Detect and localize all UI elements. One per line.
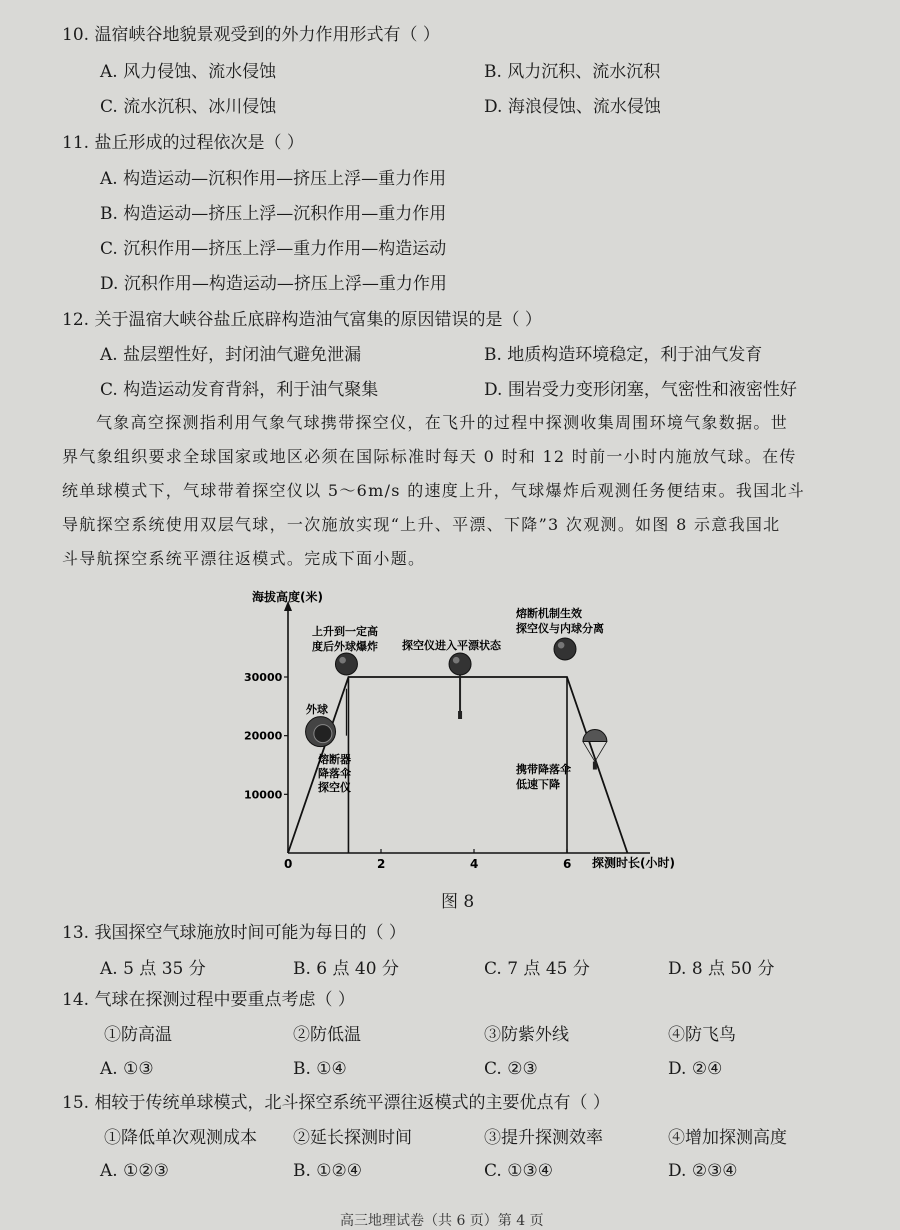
- floating-balloon-icon-highlight: [453, 657, 460, 664]
- question-15-item-4: ④增加探测高度: [668, 1128, 787, 1148]
- passage-line-3: 统单球模式下，气球带着探空仪以 5～6m/s 的速度上升，气球爆炸后观测任务便结束。我国北斗: [62, 481, 806, 500]
- fuse-balloon-icon: [554, 638, 576, 660]
- annotation-fuse-line1: 熔断机制生效: [516, 607, 582, 620]
- question-13-option-b: B. 6 点 40 分: [293, 959, 399, 979]
- x-axis-label: 探测时长(小时): [592, 856, 675, 870]
- question-11-option-a: A. 构造运动—沉积作用—挤压上浮—重力作用: [100, 169, 447, 189]
- y-axis-label: 海拔高度(米): [252, 590, 323, 604]
- y-tick-label: 20000: [244, 729, 283, 743]
- question-10-option-d: D. 海浪侵蚀、流水侵蚀: [484, 97, 661, 117]
- y-tick-label: 10000: [244, 788, 283, 802]
- x-tick-label: 6: [563, 857, 572, 871]
- chart-balloons: [306, 638, 607, 770]
- passage-line-1: 气象高空探测指利用气象气球携带探空仪，在飞升的过程中探测收集周围环境气象数据。世: [96, 413, 789, 432]
- question-15-option-d: D. ②③④: [668, 1161, 738, 1181]
- annotation-fuse-drop-line3: 探空仪: [318, 781, 351, 794]
- question-10-stem: 10. 温宿峡谷地貌景观受到的外力作用形式有（ ）: [62, 25, 440, 45]
- burst-balloon-icon: [335, 653, 357, 675]
- annotation-burst-line1: 上升到一定高: [312, 625, 378, 638]
- annotation-burst-line2: 度后外球爆炸: [312, 640, 378, 653]
- floating-balloon-icon: [449, 653, 471, 675]
- question-12-option-c: C. 构造运动发育背斜，利于油气聚集: [100, 380, 379, 400]
- burst-balloon-icon-highlight: [339, 657, 346, 664]
- question-11-stem: 11. 盐丘形成的过程依次是（ ）: [62, 133, 304, 153]
- question-12-option-a: A. 盐层塑性好，封闭油气避免泄漏: [100, 345, 362, 365]
- annotation-descent-line2: 低速下降: [516, 778, 560, 791]
- question-13-option-c: C. 7 点 45 分: [484, 959, 590, 979]
- question-14-item-4: ④防飞鸟: [668, 1025, 736, 1045]
- reading-passage: [62, 406, 862, 576]
- x-tick-label: 4: [470, 857, 479, 871]
- question-13-option-a: A. 5 点 35 分: [100, 959, 206, 979]
- annotation-fuse-drop-line2: 降落伞: [318, 767, 351, 780]
- question-11-option-c: C. 沉积作用—挤压上浮—重力作用—构造运动: [100, 239, 447, 259]
- floating-balloon-icon-sonde: [458, 711, 462, 719]
- question-14-item-1: ①防高温: [104, 1025, 172, 1045]
- question-12-option-b: B. 地质构造环境稳定，利于油气发育: [484, 345, 763, 365]
- question-10-option-b: B. 风力沉积、流水沉积: [484, 62, 661, 82]
- question-14-stem: 14. 气球在探测过程中要重点考虑（ ）: [62, 990, 355, 1010]
- question-11-option-d: D. 沉积作用—构造运动—挤压上浮—重力作用: [100, 274, 447, 294]
- question-15-item-1: ①降低单次观测成本: [104, 1128, 257, 1148]
- y-tick-label: 30000: [244, 671, 283, 684]
- fuse-balloon-icon-highlight: [558, 642, 565, 649]
- question-13-option-d: D. 8 点 50 分: [668, 959, 775, 979]
- question-10-option-a: A. 风力侵蚀、流水侵蚀: [100, 62, 277, 82]
- passage-line-5: 斗导航探空系统平漂往返模式。完成下面小题。: [62, 549, 426, 568]
- annotation-fuse-drop-line1: 熔断器: [318, 753, 351, 766]
- question-15-item-3: ③提升探测效率: [484, 1128, 603, 1148]
- passage-line-4: 导航探空系统使用双层气球，一次施放实现“上升、平漂、下降”3 次观测。如图 8 示意我国北: [62, 515, 781, 534]
- annotation-outer-balloon: 外球: [306, 703, 328, 716]
- question-15-stem: 15. 相较于传统单球模式，北斗探空系统平漂往返模式的主要优点有（ ）: [62, 1093, 610, 1113]
- x-tick-label: 0: [284, 857, 293, 871]
- question-12-stem: 12. 关于温宿大峡谷盐丘底辟构造油气富集的原因错误的是（ ）: [62, 310, 542, 330]
- page-footer: 高三地理试卷（共 6 页）第 4 页: [340, 1213, 544, 1229]
- annotation-descent-line1: 携带降落伞: [516, 763, 571, 776]
- question-11-option-b: B. 构造运动—挤压上浮—沉积作用—重力作用: [100, 204, 447, 224]
- figure-8-chart: [230, 585, 710, 885]
- parachute-sonde: [593, 762, 597, 770]
- question-14-item-3: ③防紫外线: [484, 1025, 569, 1045]
- inner-balloon-icon: [314, 725, 332, 743]
- question-14-option-c: C. ②③: [484, 1059, 538, 1079]
- question-14-item-2: ②防低温: [293, 1025, 361, 1045]
- figure-caption: 图 8: [441, 892, 475, 912]
- question-15-option-a: A. ①②③: [100, 1161, 169, 1181]
- question-15-option-b: B. ①②④: [293, 1161, 363, 1181]
- parachute-line-right: [595, 742, 607, 762]
- question-14-option-a: A. ①③: [100, 1059, 154, 1079]
- question-12-option-d: D. 围岩受力变形闭塞，气密性和液密性好: [484, 380, 797, 400]
- x-tick-label: 2: [377, 857, 386, 871]
- question-13-stem: 13. 我国探空气球施放时间可能为每日的（ ）: [62, 923, 406, 943]
- annotation-float: 探空仪进入平漂状态: [402, 639, 501, 652]
- question-14-option-d: D. ②④: [668, 1059, 723, 1079]
- annotation-fuse-line2: 探空仪与内球分离: [516, 622, 604, 635]
- question-15-option-c: C. ①③④: [484, 1161, 553, 1181]
- question-14-option-b: B. ①④: [293, 1059, 347, 1079]
- question-10-option-c: C. 流水沉积、冰川侵蚀: [100, 97, 277, 117]
- question-15-item-2: ②延长探测时间: [293, 1128, 412, 1148]
- passage-line-2: 界气象组织要求全球国家或地区必须在国际标准时每天 0 时和 12 时前一小时内施放气球。在传: [62, 447, 797, 466]
